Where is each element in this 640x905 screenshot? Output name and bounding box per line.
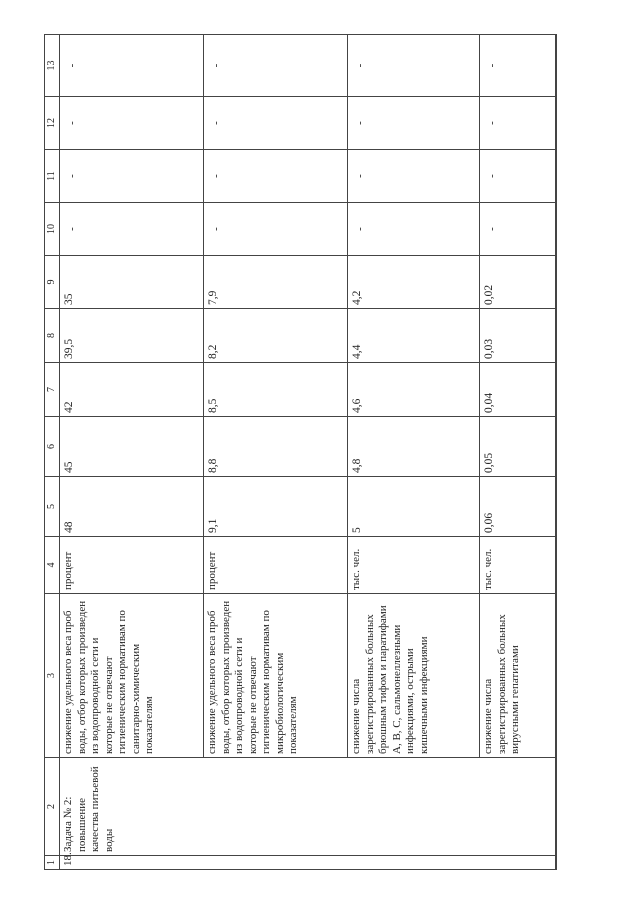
value-cell: 48 xyxy=(60,477,204,537)
value-cell: 7,9 xyxy=(204,256,348,309)
value-cell: 0,02 xyxy=(480,256,556,309)
value-cell: 0,06 xyxy=(480,477,556,537)
empty-cell xyxy=(556,758,557,856)
column-header: 10 xyxy=(45,203,60,256)
value-cell: 5 xyxy=(348,477,480,537)
value-cell: 4,2 xyxy=(348,256,480,309)
value-cell: - xyxy=(204,150,348,203)
column-header: 7 xyxy=(45,363,60,417)
table-row xyxy=(348,35,480,870)
value-cell: 0,05 xyxy=(480,417,556,477)
task-cell: Задача № 2: повышение качества питьевой воды xyxy=(60,758,556,856)
rotated-table-wrapper xyxy=(44,35,554,870)
value-cell: - xyxy=(348,97,480,150)
indicator-name: снижение числа зарегистрированных больных брюшным тифом и паратифами А, В, С, сальмонеллезными инфекциями, острыми кишечными инфекциями xyxy=(348,594,480,758)
column-header: 1 xyxy=(45,856,60,870)
table-row xyxy=(480,35,556,870)
value-cell: - xyxy=(480,150,556,203)
value-cell: 42 xyxy=(60,363,204,417)
value-cell: 0,04 xyxy=(480,363,556,417)
value-cell: - xyxy=(204,97,348,150)
value-cell: - xyxy=(348,150,480,203)
column-header: 8 xyxy=(45,309,60,363)
value-cell: - xyxy=(60,35,204,97)
column-header: 6 xyxy=(45,417,60,477)
unit-cell: тыс. чел. xyxy=(480,537,556,594)
empty-cell xyxy=(556,363,557,417)
column-header: 4 xyxy=(45,537,60,594)
column-header: 11 xyxy=(45,150,60,203)
value-cell: 4,6 xyxy=(348,363,480,417)
value-cell: 39,5 xyxy=(60,309,204,363)
value-cell: 0,03 xyxy=(480,309,556,363)
empty-cell xyxy=(556,417,557,477)
value-cell: - xyxy=(348,35,480,97)
indicator-name: снижение удельного веса проб воды, отбор которых произведен из водопроводной сети и которые не отвечают гигиеническим нормативам по микробиологическим показателям xyxy=(204,594,348,758)
empty-cell xyxy=(556,150,557,203)
empty-cell xyxy=(556,203,557,256)
table-row xyxy=(204,35,348,870)
column-header: 5 xyxy=(45,477,60,537)
value-cell: - xyxy=(480,35,556,97)
column-header: 12 xyxy=(45,97,60,150)
value-cell: - xyxy=(348,203,480,256)
value-cell: 8,8 xyxy=(204,417,348,477)
unit-cell: процент xyxy=(204,537,348,594)
table-row xyxy=(60,35,204,870)
value-cell: - xyxy=(60,150,204,203)
value-cell: 8,2 xyxy=(204,309,348,363)
value-cell: - xyxy=(204,203,348,256)
value-cell: - xyxy=(204,35,348,97)
empty-cell xyxy=(556,856,557,870)
table-row-empty xyxy=(556,35,557,870)
empty-cell xyxy=(556,256,557,309)
column-header: 3 xyxy=(45,594,60,758)
value-cell: 8,5 xyxy=(204,363,348,417)
value-cell: - xyxy=(480,97,556,150)
unit-cell: тыс. чел. xyxy=(348,537,480,594)
value-cell: 4,8 xyxy=(348,417,480,477)
indicator-name: снижение удельного веса проб воды, отбор которых произведен из водопроводной сети и которые не отвечают гигиеническим нормативам по санитарно-химическим показателям xyxy=(60,594,204,758)
empty-cell xyxy=(556,35,557,97)
value-cell: 45 xyxy=(60,417,204,477)
column-number-row xyxy=(45,35,60,870)
empty-cell xyxy=(556,309,557,363)
indicator-name: снижение числа зарегистрированных больных вирусными гепатитами xyxy=(480,594,556,758)
empty-cell xyxy=(556,97,557,150)
empty-cell xyxy=(556,537,557,594)
empty-cell xyxy=(556,594,557,758)
column-header: 2 xyxy=(45,758,60,856)
value-cell: - xyxy=(60,97,204,150)
unit-cell: процент xyxy=(60,537,204,594)
empty-cell xyxy=(556,477,557,537)
value-cell: 35 xyxy=(60,256,204,309)
value-cell: - xyxy=(60,203,204,256)
value-cell: - xyxy=(480,203,556,256)
targets-table xyxy=(44,34,557,870)
column-header: 13 xyxy=(45,35,60,97)
row-number: 18. xyxy=(60,856,556,870)
value-cell: 4,4 xyxy=(348,309,480,363)
column-header: 9 xyxy=(45,256,60,309)
value-cell: 9,1 xyxy=(204,477,348,537)
